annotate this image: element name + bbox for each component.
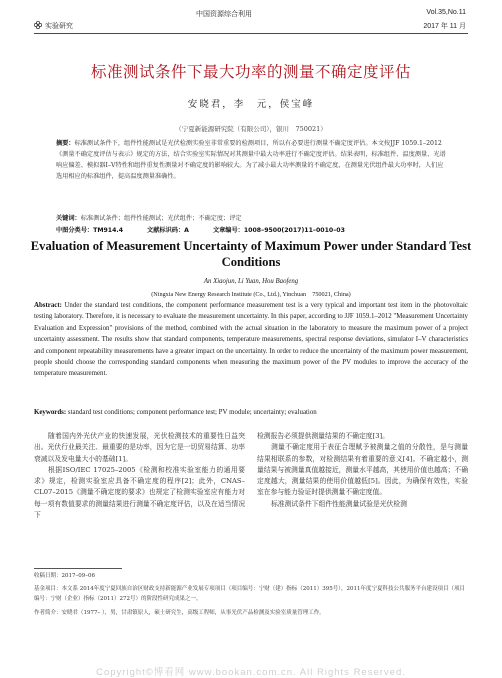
authors-chinese: 安晓君，李 元，侯宝峰 <box>187 99 315 110</box>
abstract-label-en: Abstract: <box>34 302 62 309</box>
title-english: Evaluation of Measurement Uncertainty of Maximum Power under Standard Test Conditions <box>30 239 472 269</box>
keywords-label-cn: 关键词： <box>56 215 81 222</box>
abstract-chinese <box>56 138 448 182</box>
body-paragraph: 标准测试条件下组件性能测量试验是光伏检测 <box>271 499 407 508</box>
body-paragraph: 测量不确定度用于表征合理赋予被测量之值的分散性，是与测量结果相联系的参数，对检测结果有着重要的意义[4]。不确定越小，测量结果与被测量真值越接近，测量水平越高，其使用价值也越高；不确定度越大，测量结果的使用价值越低[5]。因此，为确保有效性，实验室在参与能力验证时提供测量不确定度值。 <box>257 443 468 497</box>
section-name: 实验研究 <box>45 23 73 30</box>
copyright-watermark: Copyright©博看网 www.bookan.com.cn. All Rights Reserved. <box>96 667 406 678</box>
volume-issue: Vol.35,No.11 <box>426 9 466 16</box>
keywords-text-cn: 标准测试条件；组件性能测试；光伏组件；不确定度；评定 <box>80 215 242 222</box>
footnote-received: 收稿日期：2017–09–06 <box>34 573 95 579</box>
article-number: 文章编号：1008–9500(2017)11–0010–03 <box>212 227 345 234</box>
abstract-text-cn: 标准测试条件下，组件性能测试是光伏检测实验室非常重要的检测项目，所以有必要进行测量不确定度评估。本文按JJF 1059.1–2012《测量不确定度评估与表示》规定的方法，结合实验室实际情况对其测量中最大功率进行不确定度评估。结果表明，标准组件、温度测量、光谱响应偏差、模拟器I–V特性和组件重复性测量对不确定度的影响较大。为了减小最大功率测量的不确定度，在测量光伏组件最大功率时，人们应选用相应的标准组件，提高温度测量准确性。 <box>56 140 446 180</box>
flower-icon <box>34 21 42 31</box>
affiliation-english: (Ningxia New Energy Research Institute (Co., Ltd.), Yinchuan 750021, China) <box>151 291 351 298</box>
footnote-rule <box>34 568 122 569</box>
keywords-english <box>34 407 468 418</box>
keywords-label-en: Keywords: <box>34 409 67 416</box>
header-rule <box>34 33 468 34</box>
journal-name: 中国资源综合利用 <box>196 11 252 18</box>
abstract-english <box>34 300 468 380</box>
body-paragraph: 根据ISO/IEC 17025–2005《检测和校准实验室能力的通用要求》规定，检测实验室应具备不确定度的程序[2]；此外，CNAS–CL07–2015《测量不确定度的要求》也规定了检测实验室应有能力对每一项有数值要求的测量结果进行测量不确定度评估，以及在适当情况下 <box>34 465 245 520</box>
document-code: 文献标识码：A <box>147 227 189 234</box>
body-column-left <box>34 431 245 521</box>
abstract-text-en: Under the standard test conditions, the component performance measurement test is a very typical and important test item in the photovoltaic testing laboratory. Therefore, it is necessary to evaluate the measurement uncertainty. In this paper, according to JJF 1059.1–2012 "Measurement Uncertainty Evaluation and Expression" provisions of the method, combined with the actual situation in the laboratory to measure the maximum power of a project uncertainty assessment. The results show that standard components, temperature measurements, spectral response deviations, simulator I–V characteristics and component repeatability measurements have a greater impact on the uncertainty. In order to reduce the uncertainty of the maximum power measurement, people should choose the corresponding standard components when measuring the maximum power of the PV modules to improve the accuracy of the temperature measurement. <box>34 302 468 378</box>
abstract-label-cn: 摘要： <box>56 140 75 147</box>
body-column-right <box>257 431 468 510</box>
authors-english: An Xiaojun, Li Yuan, Hou Baofeng <box>203 278 299 285</box>
keywords-chinese <box>56 213 448 224</box>
footnote-funding: 基金项目：本文系 2014年度宁夏回族自治区财政支持新能源产业发展专项项目（项目编号：宁财（建）指标（2011）395号），2011年度宁夏科技公共服务平台建设项目（项目编号：宁财（企业）指标（2011）272号）的阶段性研究成果之一。 <box>34 586 465 602</box>
section-label <box>34 21 73 31</box>
footnote-author: 作者简介：安晓君（1977– ），男，甘肃镇原人，硕士研究生，高级工程师，从事光伏产品检测及实验室质量管理工作。 <box>34 610 325 616</box>
title-chinese: 标准测试条件下最大功率的测量不确定度评估 <box>90 63 411 81</box>
keywords-text-en: standard test conditions; component performance test; PV module; uncertainty; evaluation <box>67 409 317 416</box>
body-paragraph: 检测报告必须提供测量结果的不确定度[3]。 <box>257 432 389 440</box>
affiliation-chinese: （宁夏新能源研究院（有限公司），银川 750021） <box>175 125 327 133</box>
clc-number: 中图分类号：TM914.4 <box>56 227 124 234</box>
issue-date: 2017 年 11 月 <box>423 23 466 30</box>
classification-row <box>56 225 367 234</box>
body-paragraph: 随着国内外光伏产业的快速发展，光伏检测技术的重要性日益突出。光伏行业最关注、最重要的是功率，因为它是一切贸易结算、功率衰减以及发电量大小的基础[1]。 <box>34 432 245 463</box>
